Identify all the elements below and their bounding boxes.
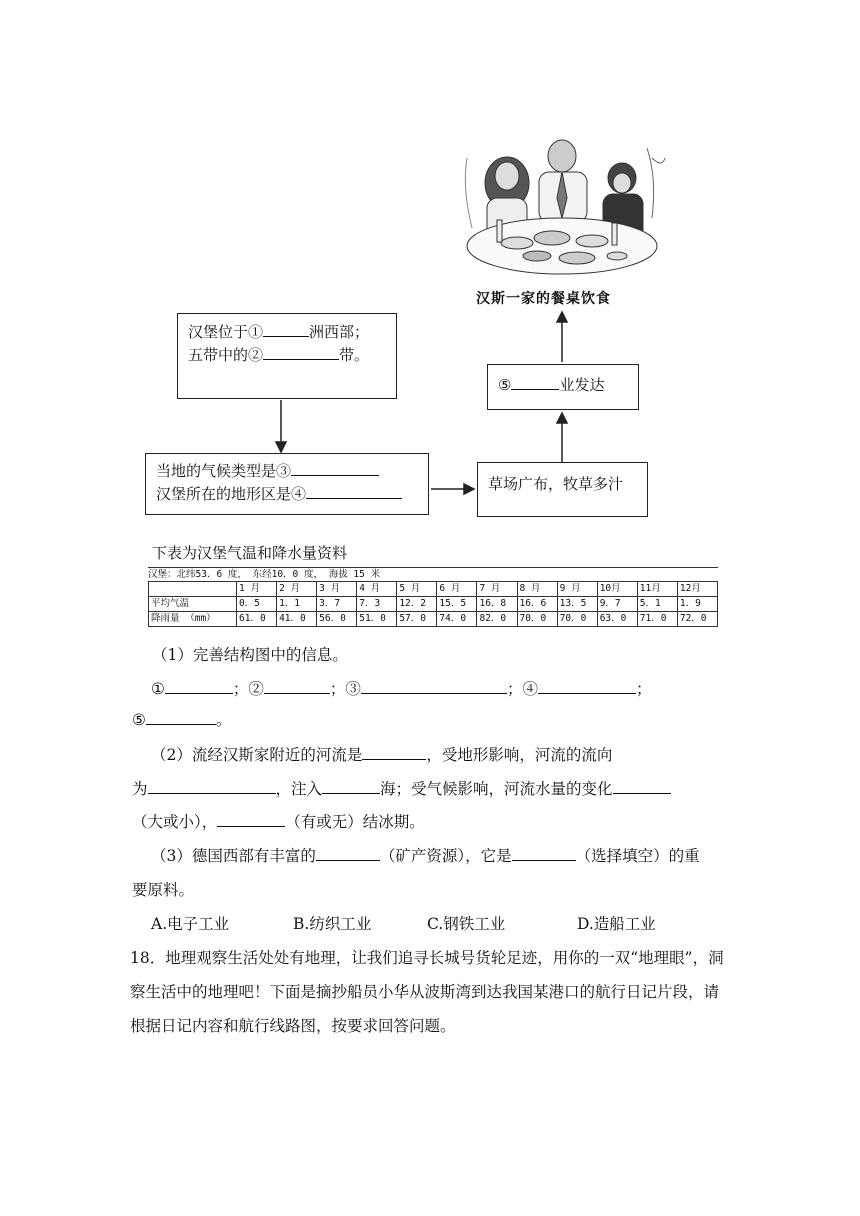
- month-cell: 9 月: [557, 582, 597, 597]
- question-1: （1）完善结构图中的信息。: [152, 646, 348, 664]
- temp-cell: 7．3: [357, 597, 397, 612]
- illustration-caption: 汉斯一家的餐桌饮食: [476, 291, 611, 307]
- precip-row: [149, 612, 718, 627]
- question-3-line2: 要原料。: [132, 881, 195, 899]
- precip-cell: 72．0: [677, 612, 717, 627]
- precip-cell: 41．0: [277, 612, 317, 627]
- precip-cell: 74．0: [437, 612, 477, 627]
- climate-data-table: [148, 567, 718, 627]
- temp-label: 平均气温: [149, 597, 237, 612]
- question-3-line1: （3）德国西部有丰富的 （矿产资源），它是 （选择填空）的重: [151, 844, 700, 866]
- question-18-line2: 察生活中的地理吧！下面是摘抄船员小华从波斯湾到达我国某港口的航行日记片段，请: [130, 983, 720, 1001]
- table-header: 汉堡：北纬53．6 度， 东经10．0 度， 海拔 15 米: [148, 567, 718, 581]
- climate-box: 当地的气候类型是③ 汉堡所在的地形区是④: [145, 453, 429, 515]
- temp-cell: 0．5: [237, 597, 277, 612]
- temp-cell: 1．1: [277, 597, 317, 612]
- option-c: C.钢铁工业: [427, 915, 506, 933]
- month-cell: 12月: [677, 582, 717, 597]
- temp-row: [149, 597, 718, 612]
- option-b: B.纺织工业: [293, 915, 372, 933]
- temp-cell: 3．7: [317, 597, 357, 612]
- temp-cell: 16．6: [517, 597, 557, 612]
- precip-cell: 51．0: [357, 612, 397, 627]
- month-cell: 10月: [597, 582, 637, 597]
- temp-cell: 13．5: [557, 597, 597, 612]
- flow-arrows: [0, 0, 860, 560]
- question-2-line2: 为 ，注入 海；受气候影响，河流水量的变化: [132, 777, 671, 799]
- location-box: 汉堡位于① 洲西部； 五带中的② 带。: [177, 313, 397, 399]
- temp-cell: 5．1: [637, 597, 677, 612]
- precip-cell: 57．0: [397, 612, 437, 627]
- month-cell: 7 月: [477, 582, 517, 597]
- option-d: D.造船工业: [577, 915, 656, 933]
- temp-cell: 15．5: [437, 597, 477, 612]
- precip-cell: 82．0: [477, 612, 517, 627]
- temp-cell: 12．2: [397, 597, 437, 612]
- precip-cell: 71．0: [637, 612, 677, 627]
- precip-cell: 61．0: [237, 612, 277, 627]
- month-cell: 5 月: [397, 582, 437, 597]
- precip-cell: 70．0: [517, 612, 557, 627]
- precip-cell: 56．0: [317, 612, 357, 627]
- precip-label: 降雨量 （mm）: [149, 612, 237, 627]
- precip-cell: 63．0: [597, 612, 637, 627]
- month-cell: 8 月: [517, 582, 557, 597]
- month-cell: 11月: [637, 582, 677, 597]
- month-row: [149, 582, 718, 597]
- temp-cell: 16．8: [477, 597, 517, 612]
- month-cell: 3 月: [317, 582, 357, 597]
- month-cell: 1 月: [237, 582, 277, 597]
- option-a: A.电子工业: [151, 915, 230, 933]
- temp-cell: 9．7: [597, 597, 637, 612]
- question-1-blanks: ① ；② ；③ ；④ ；: [151, 677, 651, 699]
- question-18-line3: 根据日记内容和航行线路图，按要求回答问题。: [130, 1017, 456, 1035]
- question-1-blank5: ⑤ 。: [132, 708, 231, 730]
- question-18-line1: 18．地理观察生活处处有地理，让我们追寻长城号货轮足迹，用你的一双“地理眼”，洞: [130, 949, 724, 967]
- month-cell: 2 月: [277, 582, 317, 597]
- temp-cell: 1．9: [677, 597, 717, 612]
- question-2-line1: （2）流经汉斯家附近的河流是 ，受地形影响，河流的流向: [151, 743, 612, 765]
- table-caption: 下表为汉堡气温和降水量资料: [152, 544, 348, 562]
- month-cell: 4 月: [357, 582, 397, 597]
- month-cell: 6 月: [437, 582, 477, 597]
- question-2-line3: （大或小）， （有或无）结冰期。: [132, 810, 425, 832]
- industry-box: ⑤ 业发达: [487, 364, 639, 410]
- grassland-box: 草场广布，牧草多汁: [477, 462, 648, 517]
- precip-cell: 70．0: [557, 612, 597, 627]
